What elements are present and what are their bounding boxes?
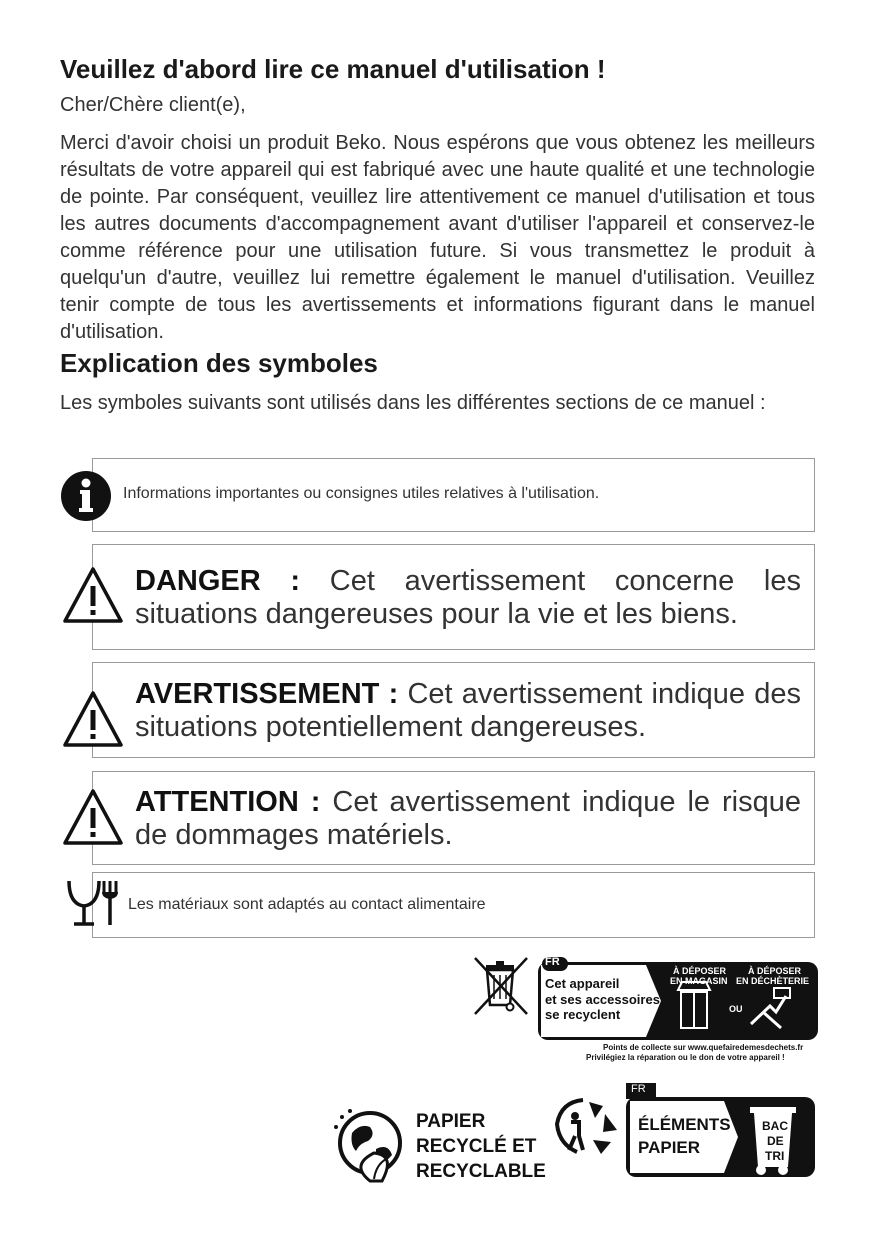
danger-label: DANGER :: [135, 565, 301, 597]
page-title: Veuillez d'abord lire ce manuel d'utilisation !: [60, 54, 606, 84]
bin-label-l3: TRI: [765, 1149, 785, 1163]
paper-elements-country: FR: [631, 1083, 646, 1095]
triman-dump-l2: EN DÉCHÈTERIE: [736, 976, 810, 986]
attention-label: ATTENTION :: [135, 786, 321, 818]
symbols-intro: Les symboles suivants sont utilisés dans les différentes sections de ce manuel :: [60, 392, 766, 414]
greeting: Cher/Chère client(e),: [60, 94, 246, 116]
intro-paragraph: Merci d'avoir choisi un produit Beko. Nous espérons que vous obtenez les meilleurs résultats de votre appareil qui est fabriqué avec une haute qualité et une technologie de pointe. Par conséquent, veuillez lire attentivement ce manuel d'utilisation et tous les autres documents d'accompagnement avant d'utiliser l'appareil et conservez-le comme référence pour une utilisation future. Si vous transmettez le produit à quelqu'un d'autre, veuillez lui remettre également le manuel d'utilisation. Veuillez tenir compte de tous les avertissements et informations figurant dans le manuel d'utilisation.: [60, 132, 815, 343]
paper-elements-line2: PAPIER: [638, 1138, 701, 1157]
attention-warning-icon: [62, 788, 124, 846]
warning-label: AVERTISSEMENT :: [135, 678, 399, 710]
paper-line1: PAPIER: [416, 1111, 486, 1132]
bin-label-l2: DE: [767, 1134, 784, 1148]
warning-description: Cet avertissement indique des situations potentiellement dangereuses.: [135, 678, 802, 743]
food-contact-icon: [66, 878, 122, 928]
paper-recycled-earth-icon: [330, 1103, 410, 1185]
food-contact-text: Les matériaux sont adaptés au contact alimentaire: [128, 896, 486, 913]
triman-line2: et ses accessoires: [545, 992, 660, 1007]
triman-dump-l1: À DÉPOSER: [748, 966, 802, 976]
bin-label-l1: BAC: [762, 1119, 788, 1133]
triman-note1: Points de collecte sur www.quefairedemesdechets.fr: [603, 1043, 804, 1052]
paper-elements-line1: ÉLÉMENTS: [638, 1115, 731, 1134]
triman-country: FR: [545, 956, 560, 968]
avertissement-warning-icon: [62, 690, 124, 748]
paper-line2: RECYCLÉ ET: [416, 1136, 537, 1157]
triman-store-l2: EN MAGASIN: [670, 976, 728, 986]
danger-description: Cet avertissement concerne les situations dangereuses pour la vie et les biens.: [135, 565, 801, 630]
danger-warning-icon: [62, 566, 124, 624]
weee-crossed-bin-icon: [472, 955, 530, 1017]
danger-text: [135, 565, 801, 631]
attention-text: [135, 786, 801, 852]
triman-person-icon: [553, 1096, 621, 1156]
triman-store-l1: À DÉPOSER: [673, 966, 727, 976]
info-icon: [60, 470, 112, 522]
triman-or: OU: [729, 1004, 743, 1014]
triman-line1: Cet appareil: [545, 976, 620, 991]
triman-line3: se recyclent: [545, 1007, 621, 1022]
symbols-heading: Explication des symboles: [60, 348, 378, 378]
paper-line3: RECYCLABLE: [416, 1161, 546, 1182]
info-text: Informations importantes ou consignes utiles relatives à l'utilisation.: [123, 485, 600, 502]
triman-note2: Privilégiez la réparation ou le don de votre appareil !: [586, 1053, 785, 1062]
warning-text: [135, 678, 801, 744]
attention-description: Cet avertissement indique le risque de dommages matériels.: [135, 786, 801, 851]
